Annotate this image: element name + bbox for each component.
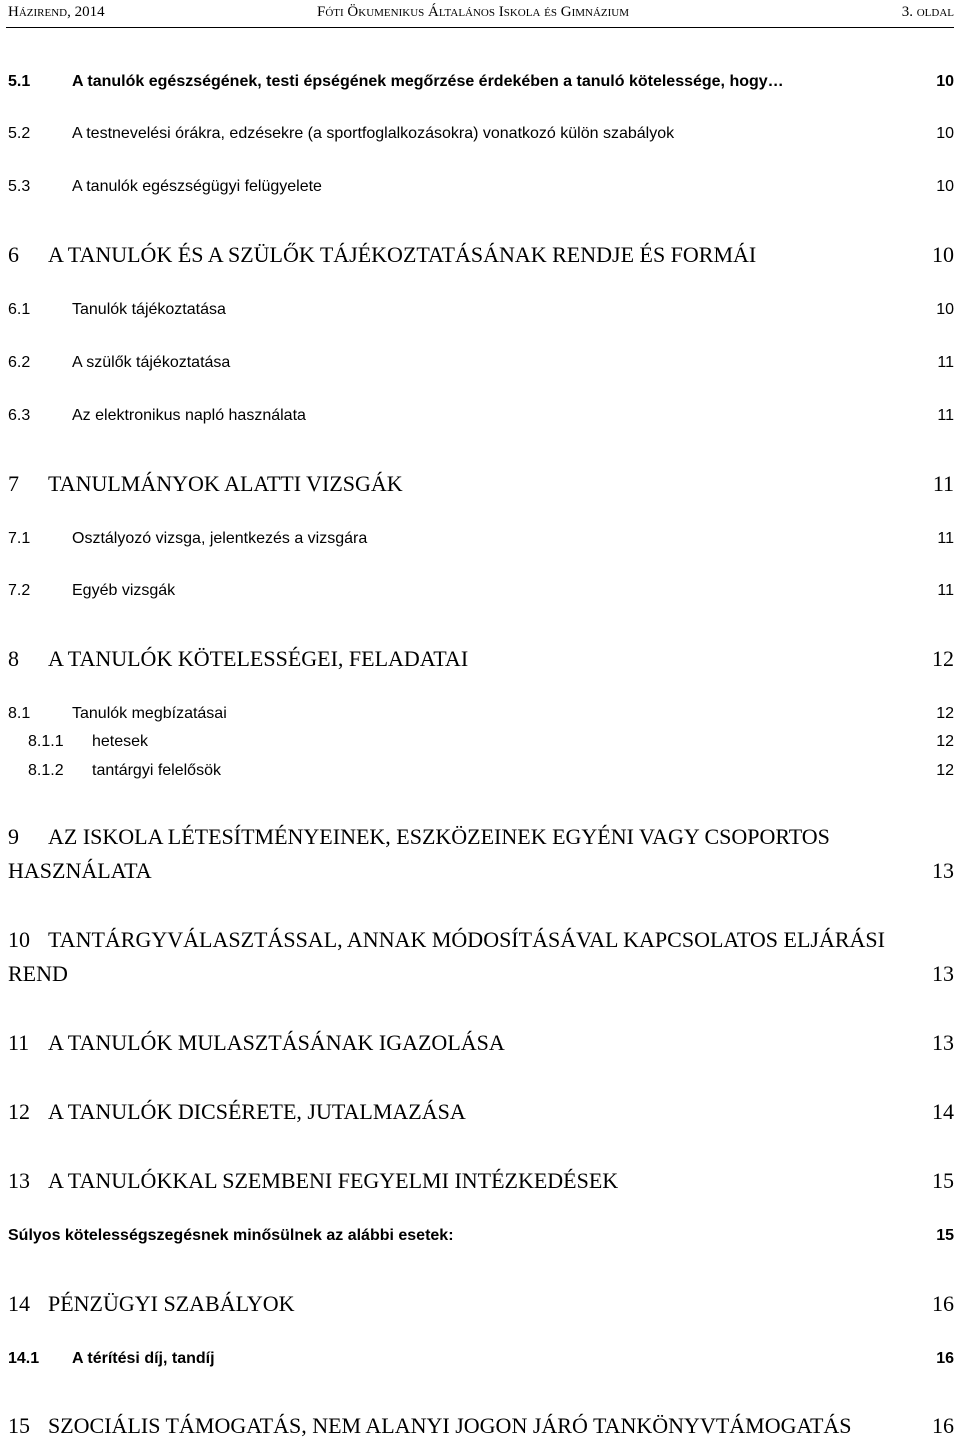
toc-page: 12 [936, 705, 954, 722]
toc-number: 7 [8, 471, 19, 496]
toc-entry-14[interactable] [8, 1291, 954, 1317]
toc-page: 13 [932, 858, 954, 883]
toc-text: Az elektronikus napló használata [72, 407, 306, 424]
toc-text: Tanulók tájékoztatása [72, 301, 226, 318]
toc-entry-sulyos[interactable] [8, 1227, 954, 1245]
toc-page: 10 [932, 242, 954, 267]
toc-page: 12 [936, 762, 954, 779]
toc-page: 12 [936, 733, 954, 750]
toc-number: 7.2 [8, 582, 31, 599]
toc-entry-8-1[interactable] [8, 705, 954, 723]
toc-number: 8.1.2 [28, 762, 64, 779]
toc-entry-6-3[interactable] [8, 407, 954, 425]
toc-text: A térítési díj, tandíj [72, 1350, 215, 1367]
toc-page: 11 [932, 471, 954, 496]
toc-text: AZ ISKOLA LÉTESÍTMÉNYEINEK, ESZKÖZEINEK EGYÉNI VAGY CSOPORTOS [48, 824, 830, 849]
toc-page: 11 [937, 582, 954, 599]
toc-text: tantárgyi felelősök [92, 762, 221, 779]
toc-page: 11 [937, 407, 954, 424]
header-center: Fóti Ökumenikus Általános Iskola és Gimnázium [317, 4, 630, 20]
toc-page: 10 [936, 301, 954, 318]
toc-number: 8 [8, 646, 19, 671]
toc-text: A testnevelési órákra, edzésekre (a sportfoglalkozásokra) vonatkozó külön szabályok [72, 125, 675, 142]
toc-text: SZOCIÁLIS TÁMOGATÁS, NEM ALANYI JOGON JÁRÓ TANKÖNYVTÁMOGATÁS [48, 1413, 852, 1438]
toc-number: 6 [8, 242, 19, 267]
toc-entry-11[interactable] [8, 1030, 954, 1056]
toc-page: 10 [936, 178, 954, 195]
toc-page: 14 [932, 1099, 954, 1124]
toc-text: A tanulók egészségének, testi épségének megőrzése érdekében a tanuló kötelessége, hogy… [72, 73, 784, 90]
toc-text: A TANULÓK MULASZTÁSÁNAK IGAZOLÁSA [48, 1030, 505, 1055]
toc-text: Egyéb vizsgák [72, 582, 176, 599]
toc-number: 11 [8, 1030, 30, 1055]
toc-entry-8-1-2[interactable] [28, 762, 954, 780]
toc-text: A TANULÓKKAL SZEMBENI FEGYELMI INTÉZKEDÉSEK [48, 1168, 619, 1193]
toc-number: 6.3 [8, 407, 31, 424]
toc-entry-8-1-1[interactable] [28, 733, 954, 751]
toc-text: TANULMÁNYOK ALATTI VIZSGÁK [48, 471, 403, 496]
toc-text: Osztályozó vizsga, jelentkezés a vizsgára [72, 530, 368, 547]
toc-text: hetesek [92, 733, 149, 750]
toc-number: 13 [8, 1168, 30, 1193]
toc-page: 11 [937, 354, 954, 371]
toc-text: TANTÁRGYVÁLASZTÁSSAL, ANNAK MÓDOSÍTÁSÁVAL KAPCSOLATOS ELJÁRÁSI [48, 927, 885, 952]
toc-page: 16 [932, 1291, 954, 1316]
toc-page: 12 [932, 646, 954, 671]
toc-number: 12 [8, 1099, 30, 1124]
toc-entry-7[interactable] [8, 471, 954, 497]
toc-number: 15 [8, 1413, 30, 1438]
toc-entry-5-1[interactable] [8, 73, 954, 91]
toc-text: Súlyos kötelességszegésnek minősülnek az alábbi esetek: [8, 1227, 454, 1244]
toc-page: 10 [936, 125, 954, 142]
toc-text: PÉNZÜGYI SZABÁLYOK [48, 1291, 295, 1316]
toc-text: A tanulók egészségügyi felügyelete [72, 178, 322, 195]
toc-text: A TANULÓK ÉS A SZÜLŐK TÁJÉKOZTATÁSÁNAK RENDJE ÉS FORMÁI [48, 242, 757, 267]
toc-entry-9[interactable] [8, 824, 954, 884]
toc-page: 13 [932, 961, 954, 986]
toc-entry-15[interactable] [8, 1413, 954, 1439]
toc-page: 11 [937, 530, 954, 547]
header-right: 3. oldal [901, 4, 954, 20]
toc-page: 15 [932, 1168, 954, 1193]
toc-text: A TANULÓK DICSÉRETE, JUTALMAZÁSA [48, 1099, 466, 1124]
toc-number: 5.3 [8, 178, 31, 195]
toc-entry-6[interactable] [8, 242, 954, 268]
toc-entry-12[interactable] [8, 1099, 954, 1125]
toc-entry-6-2[interactable] [8, 354, 954, 372]
toc-page: 16 [936, 1350, 954, 1367]
toc-number: 5.2 [8, 125, 31, 142]
toc-text-continued: REND [8, 961, 68, 986]
toc-entry-8[interactable] [8, 646, 954, 672]
toc-entry-7-1[interactable] [8, 530, 954, 548]
toc-entry-6-1[interactable] [8, 301, 954, 319]
toc-entry-5-2[interactable] [8, 125, 954, 143]
toc-entry-14-1[interactable] [8, 1350, 954, 1368]
toc-text: A szülők tájékoztatása [72, 354, 231, 371]
toc-number: 10 [8, 927, 30, 952]
toc-page: 15 [936, 1227, 954, 1244]
toc-number: 7.1 [8, 530, 31, 547]
toc-number: 9 [8, 824, 19, 849]
toc-number: 14.1 [8, 1350, 40, 1367]
toc-number: 6.1 [8, 301, 31, 318]
toc-number: 14 [8, 1291, 30, 1316]
toc-entry-13[interactable] [8, 1168, 954, 1194]
toc-text: A TANULÓK KÖTELESSÉGEI, FELADATAI [48, 646, 469, 671]
toc-page: 13 [932, 1030, 954, 1055]
toc-text-continued: HASZNÁLATA [8, 858, 152, 883]
toc-number: 6.2 [8, 354, 31, 371]
toc-number: 5.1 [8, 73, 31, 90]
toc-page: 10 [936, 73, 954, 90]
header-left: Házirend, 2014 [8, 4, 105, 20]
toc-entry-7-2[interactable] [8, 582, 954, 600]
toc-text: Tanulók megbízatásai [72, 705, 227, 722]
toc-number: 8.1.1 [28, 733, 64, 750]
toc-number: 8.1 [8, 705, 31, 722]
toc-entry-5-3[interactable] [8, 178, 954, 196]
toc-page: 16 [932, 1413, 954, 1438]
toc-entry-10[interactable] [8, 927, 954, 987]
